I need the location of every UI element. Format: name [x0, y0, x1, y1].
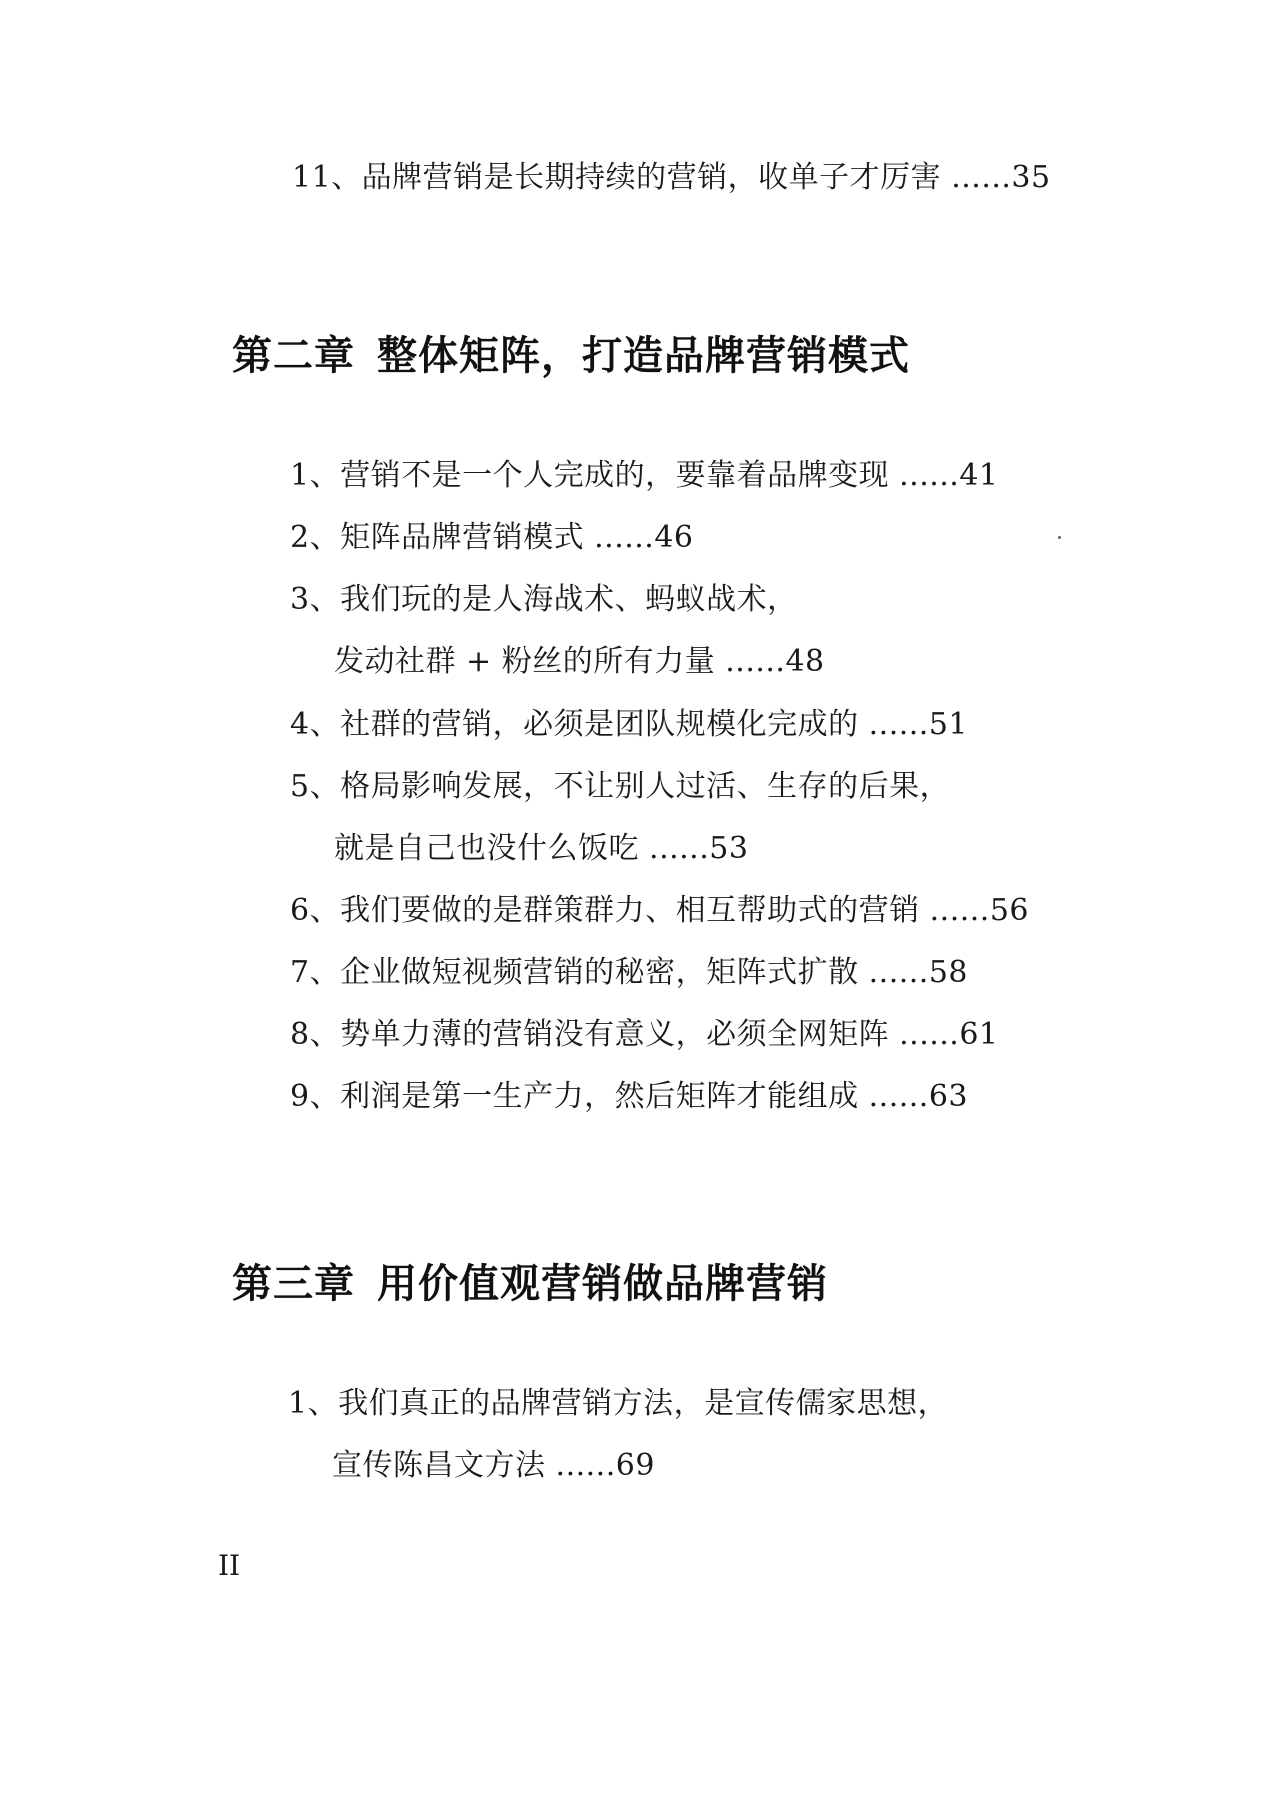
toc-entry-ch3-1: 1、我们真正的品牌营销方法，是宣传儒家思想， [288, 1386, 949, 1421]
scan-speck [1058, 536, 1061, 539]
toc-entry-ch3-1-cont: 宣传陈昌文方法 ......69 [332, 1448, 655, 1483]
toc-entry-ch2-5-cont: 就是自己也没什么饭吃 ......53 [334, 831, 749, 866]
toc-entry-ch2-4: 4、社群的营销，必须是团队规模化完成的 ......51 [290, 707, 969, 742]
toc-entry-ch2-9: 9、利润是第一生产力，然后矩阵才能组成 ......63 [290, 1079, 969, 1114]
page-number: II [218, 1549, 241, 1582]
chapter-3-heading [232, 1258, 828, 1310]
toc-entry-ch2-2: 2、矩阵品牌营销模式 ......46 [290, 520, 694, 555]
toc-entry-ch2-7: 7、企业做短视频营销的秘密，矩阵式扩散 ......58 [290, 955, 969, 990]
toc-entry-ch2-5: 5、格局影响发展，不让别人过活、生存的后果， [290, 769, 951, 804]
chapter-3-number: 第三章 [232, 1261, 355, 1307]
chapter-2-number: 第二章 [232, 333, 355, 379]
chapter-2-title: 整体矩阵，打造品牌营销模式 [377, 333, 910, 379]
toc-entry-ch2-1: 1、营销不是一个人完成的，要靠着品牌变现 ......41 [290, 458, 999, 493]
toc-entry-ch2-8: 8、势单力薄的营销没有意义，必须全网矩阵 ......61 [290, 1017, 999, 1052]
toc-entry-ch2-3: 3、我们玩的是人海战术、蚂蚁战术， [290, 582, 798, 617]
toc-entry-ch1-11: 11、品牌营销是长期持续的营销，收单子才厉害 ......35 [292, 160, 1051, 195]
toc-entry-ch2-3-cont: 发动社群 + 粉丝的所有力量 ......48 [334, 644, 825, 679]
toc-entry-ch2-6: 6、我们要做的是群策群力、相互帮助式的营销 ......56 [290, 893, 1030, 928]
chapter-2-heading [232, 330, 910, 382]
chapter-3-title: 用价值观营销做品牌营销 [377, 1261, 828, 1307]
